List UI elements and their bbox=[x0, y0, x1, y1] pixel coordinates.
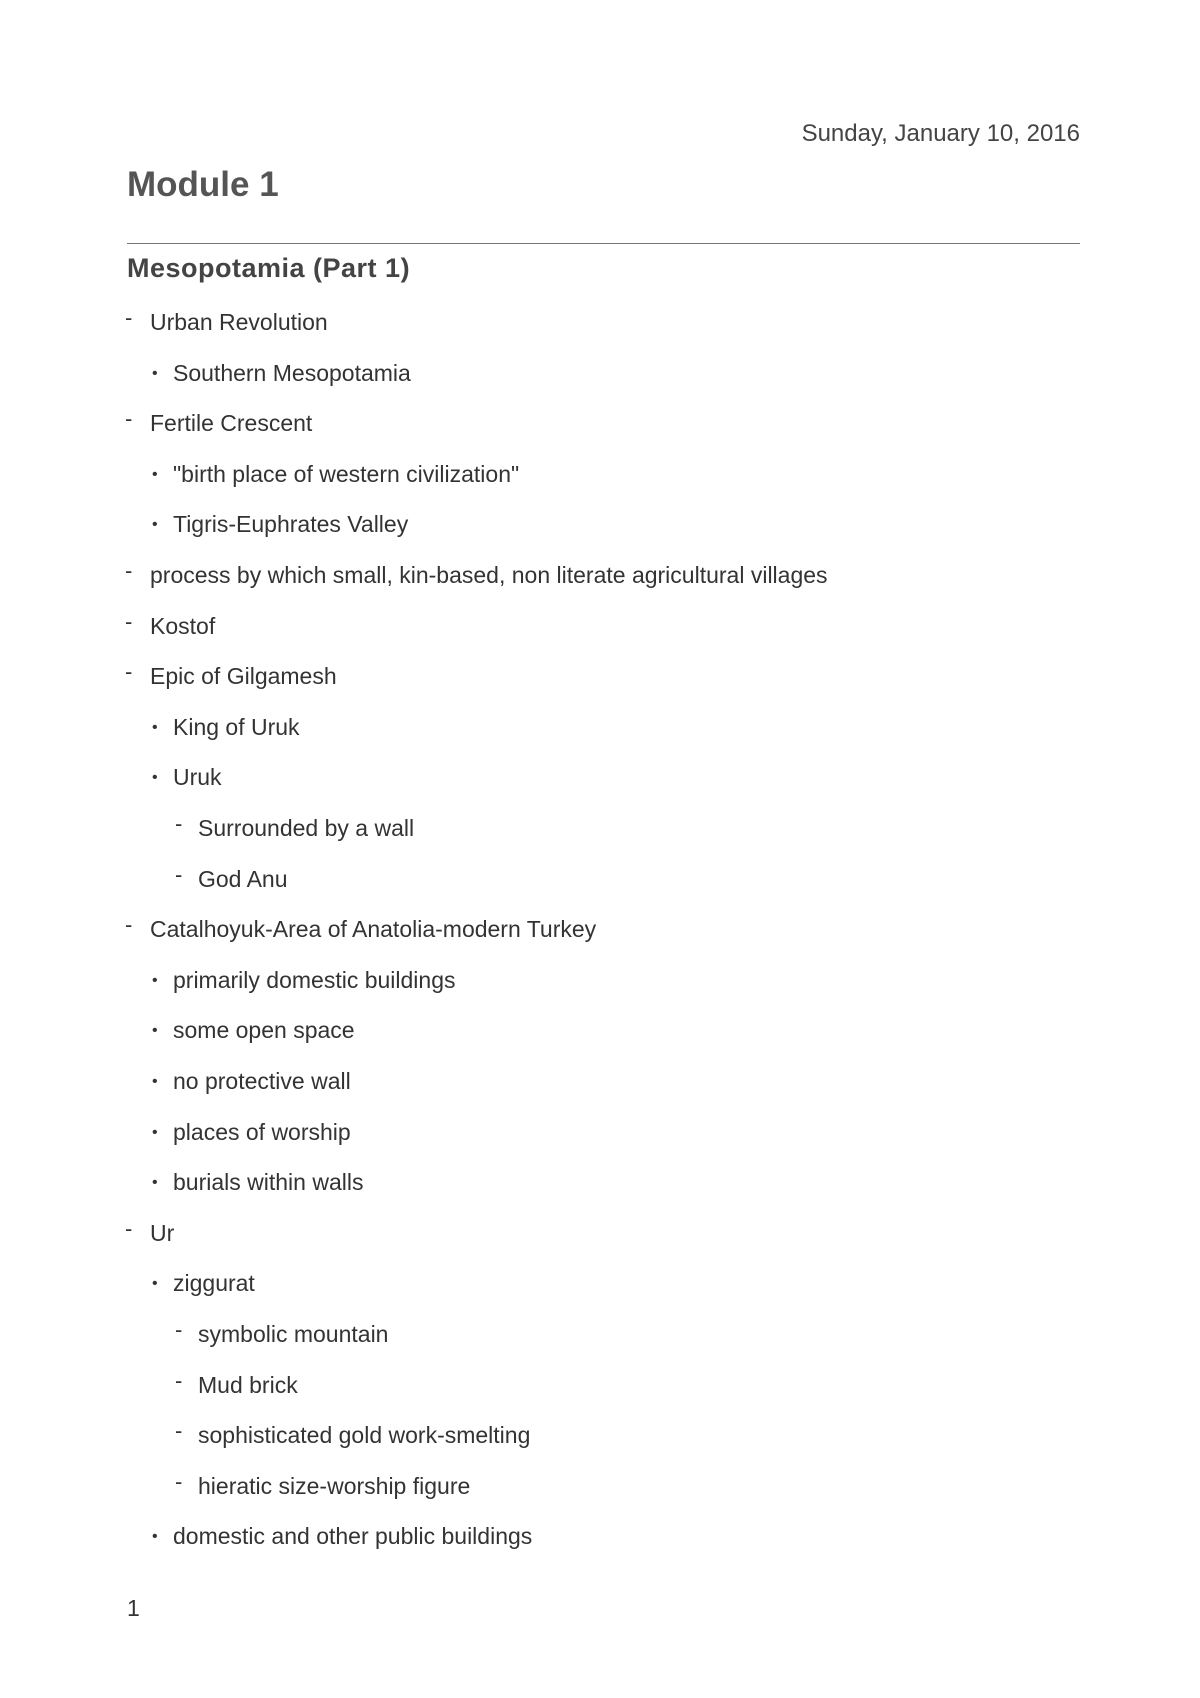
outline-item-text: Fertile Crescent bbox=[150, 410, 313, 437]
bullet-dash-icon: - bbox=[175, 1418, 183, 1444]
bullet-dash-icon: - bbox=[175, 1468, 183, 1494]
outline-item-text: Catalhoyuk-Area of Anatolia-modern Turkey bbox=[150, 916, 597, 943]
bullet-dot-icon: • bbox=[152, 1174, 158, 1192]
bullet-dash-icon: - bbox=[175, 1367, 183, 1393]
outline-item-text: places of worship bbox=[173, 1118, 351, 1145]
bullet-dash-icon: - bbox=[175, 1317, 183, 1342]
outline-item-text: King of Uruk bbox=[173, 713, 300, 740]
outline-item-text: Uruk bbox=[173, 764, 222, 791]
outline-item-text: Tigris-Euphrates Valley bbox=[173, 511, 409, 538]
bullet-dash-icon: - bbox=[125, 659, 133, 685]
bullet-dash-icon: - bbox=[125, 406, 133, 432]
outline-item-text: Southern Mesopotamia bbox=[173, 359, 411, 386]
outline-item-text: symbolic mountain bbox=[198, 1321, 389, 1347]
bullet-dash-icon: - bbox=[125, 912, 133, 938]
bullet-dot-icon: • bbox=[152, 516, 158, 534]
outline-item-text: burials within walls bbox=[173, 1169, 364, 1196]
bullet-dot-icon: • bbox=[152, 364, 158, 382]
outline-item-text: Kostof bbox=[150, 612, 216, 639]
outline-item-text: Mud brick bbox=[198, 1371, 298, 1398]
outline-item-text: process by which small, kin-based, non literate agricultural villages bbox=[150, 562, 828, 588]
bullet-dot-icon: • bbox=[152, 971, 158, 989]
bullet-dot-icon: • bbox=[152, 465, 158, 483]
outline-item-text: Epic of Gilgamesh bbox=[150, 663, 337, 690]
outline-item-text: primarily domestic buildings bbox=[173, 966, 456, 993]
outline-item-text: Urban Revolution bbox=[150, 309, 328, 335]
bullet-dash-icon: - bbox=[125, 558, 133, 583]
outline-item-text: domestic and other public buildings bbox=[173, 1523, 533, 1550]
outline-item-text: no protective wall bbox=[173, 1068, 351, 1094]
bullet-dash-icon: - bbox=[125, 608, 133, 634]
bullet-dot-icon: • bbox=[152, 1275, 158, 1293]
outline-item-text: Surrounded by a wall bbox=[198, 815, 415, 841]
bullet-dot-icon: • bbox=[152, 1073, 158, 1090]
outline-item-text: sophisticated gold work-smelting bbox=[198, 1422, 531, 1449]
document-date: Sunday, January 10, 2016 bbox=[801, 120, 1080, 147]
bullet-dash-icon: - bbox=[125, 1215, 133, 1241]
outline-item-text: ziggurat bbox=[173, 1270, 255, 1297]
bullet-dot-icon: • bbox=[152, 718, 158, 736]
bullet-dash-icon: - bbox=[175, 811, 183, 836]
outline-item-text: "birth place of western civilization" bbox=[173, 460, 520, 487]
bullet-dash-icon: - bbox=[175, 861, 183, 887]
page-title: Module 1 bbox=[127, 165, 279, 204]
section-heading: Mesopotamia (Part 1) bbox=[127, 253, 411, 283]
outline-item-text: God Anu bbox=[198, 865, 288, 892]
title-divider bbox=[127, 243, 1080, 244]
outline-item-text: some open space bbox=[173, 1017, 355, 1044]
bullet-dot-icon: • bbox=[152, 1123, 158, 1141]
bullet-dot-icon: • bbox=[152, 769, 158, 787]
bullet-dash-icon: - bbox=[125, 305, 133, 330]
bullet-dot-icon: • bbox=[152, 1022, 158, 1040]
page-number: 1 bbox=[127, 1595, 140, 1621]
outline-item-text: hieratic size-worship figure bbox=[198, 1472, 471, 1499]
outline-item-text: Ur bbox=[150, 1219, 175, 1246]
bullet-dot-icon: • bbox=[152, 1528, 158, 1546]
